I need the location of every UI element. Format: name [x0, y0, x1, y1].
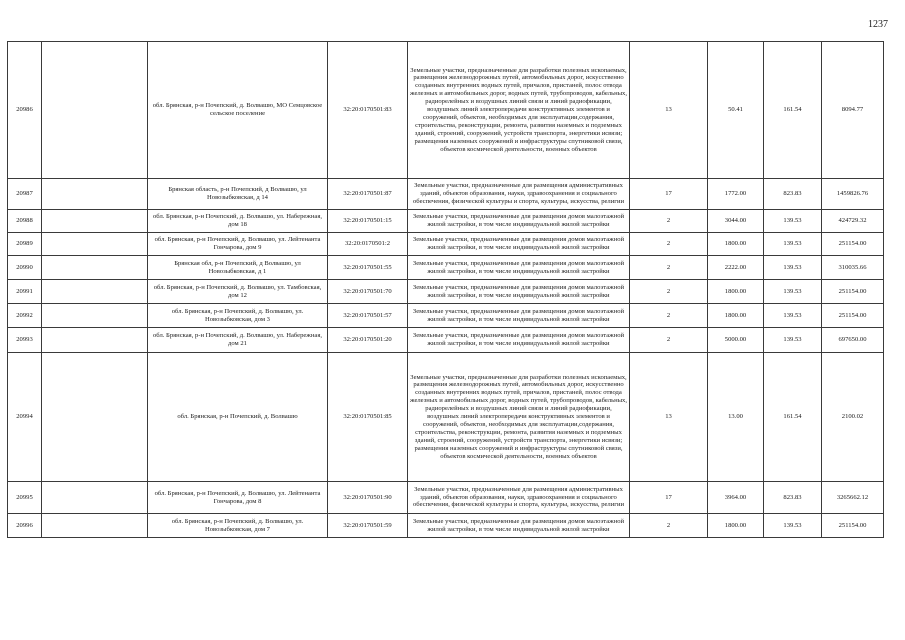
blank-cell — [42, 304, 148, 328]
specific-value-cell: 823.83 — [764, 179, 822, 210]
blank-cell — [42, 328, 148, 353]
cadastral-number-cell: 32:20:0170501:59 — [328, 514, 408, 538]
land-use-cell: Земельные участки, предназначенные для размещения домов малоэтажной жилой застройки, в том числе индивидуальной жилой застройки — [408, 233, 630, 256]
cadastral-value-cell: 3265662.12 — [822, 482, 884, 514]
area-cell: 3964.00 — [708, 482, 764, 514]
cadastral-number-cell: 32:20:0170501:20 — [328, 328, 408, 353]
land-use-cell: Земельные участки, предназначенные для размещения домов малоэтажной жилой застройки, в том числе индивидуальной жилой застройки — [408, 210, 630, 233]
specific-value-cell: 139.53 — [764, 233, 822, 256]
blank-cell — [42, 42, 148, 179]
cadastral-number-cell: 32:20:0170501:55 — [328, 256, 408, 280]
table-row — [8, 179, 884, 210]
cadastral-number-cell: 32:20:0170501:15 — [328, 210, 408, 233]
parcel-id-cell: 20993 — [8, 328, 42, 353]
use-group-cell: 2 — [630, 233, 708, 256]
land-use-cell: Земельные участки, предназначенные для разработки полезных ископаемых, размещения железнодорожных путей, автомобильных дорог, искусственно созданных внутренних водных путей, причалов, пристаней, полос отвода железных и автомобильных дорог, водных путей, трубопроводов, кабельных, радиорелейных и воздушных линий связи и линий радиофикации, воздушных линий электропередачи конструктивных элементов и сооружений, объектов, необходимых для эксплуатации,содержания, строительства, реконструкции, ремонта, развития наземных и подземных зданий, строений, сооружений, устройств транспорта, энергетики исвязи; размещения наземных сооружений и инфраструктуры спутниковой связи, объектов космической деятельности, военных объектов — [408, 353, 630, 482]
land-use-cell: Земельные участки, предназначенные для размещения домов малоэтажной жилой застройки, в том числе индивидуальной жилой застройки — [408, 304, 630, 328]
specific-value-cell: 139.53 — [764, 328, 822, 353]
blank-cell — [42, 179, 148, 210]
use-group-cell: 17 — [630, 179, 708, 210]
cadastral-number-cell: 32:20:0170501:2 — [328, 233, 408, 256]
specific-value-cell: 161.54 — [764, 353, 822, 482]
cadastral-value-cell: 251154.00 — [822, 233, 884, 256]
address-cell: Брянская область, р-н Почепский, д Волвашю, ул Новозыбковская, д 14 — [148, 179, 328, 210]
land-use-cell: Земельные участки, предназначенные для размещения административных зданий, объектов образования, науки, здравоохранения и социального обеспечения, физической культуры и спорта, культуры, искусства, религии — [408, 179, 630, 210]
cadastral-value-cell: 251154.00 — [822, 280, 884, 304]
blank-cell — [42, 233, 148, 256]
parcel-id-cell: 20990 — [8, 256, 42, 280]
blank-cell — [42, 482, 148, 514]
land-use-cell: Земельные участки, предназначенные для разработки полезных ископаемых, размещения железнодорожных путей, автомобильных дорог, искусственно созданных внутренних водных путей, причалов, пристаней, полос отвода железных и автомобильных дорог, водных путей, трубопроводов, кабельных, радиорелейных и воздушных линий связи и линий радиофикации, воздушных линий электропередачи конструктивных элементов и сооружений, объектов, необходимых для эксплуатации,содержания, строительства, реконструкции, ремонта, развития наземных и подземных зданий, строений, сооружений, устройств транспорта, энергетики исвязи; размещения наземных сооружений и инфраструктуры спутниковой связи, объектов космической деятельности, военных объектов — [408, 42, 630, 179]
registry-body — [8, 42, 884, 538]
cadastral-number-cell: 32:20:0170501:57 — [328, 304, 408, 328]
cadastral-value-cell: 8094.77 — [822, 42, 884, 179]
area-cell: 1772.00 — [708, 179, 764, 210]
area-cell: 5000.00 — [708, 328, 764, 353]
cadastral-value-cell: 310035.66 — [822, 256, 884, 280]
cadastral-number-cell: 32:20:0170501:87 — [328, 179, 408, 210]
address-cell: Брянская обл, р-н Почепский, д Волвашю, ул Новозыбковская, д 1 — [148, 256, 328, 280]
specific-value-cell: 139.53 — [764, 304, 822, 328]
land-use-cell: Земельные участки, предназначенные для размещения домов малоэтажной жилой застройки, в том числе индивидуальной жилой застройки — [408, 256, 630, 280]
specific-value-cell: 139.53 — [764, 280, 822, 304]
area-cell: 1800.00 — [708, 280, 764, 304]
use-group-cell: 13 — [630, 353, 708, 482]
area-cell: 3044.00 — [708, 210, 764, 233]
specific-value-cell: 139.53 — [764, 210, 822, 233]
address-cell: обл. Брянская, р-н Почепский, д. Волвашю, ул. Новозыбковская, дом 3 — [148, 304, 328, 328]
address-cell: обл. Брянская, р-н Почепский, д. Волвашю, МО Семцовское сельское поселение — [148, 42, 328, 179]
use-group-cell: 2 — [630, 514, 708, 538]
land-use-cell: Земельные участки, предназначенные для размещения административных зданий, объектов образования, науки, здравоохранения и социального обеспечения, физической культуры и спорта, культуры, искусства, религии — [408, 482, 630, 514]
specific-value-cell: 139.53 — [764, 514, 822, 538]
cadastral-number-cell: 32:20:0170501:70 — [328, 280, 408, 304]
parcel-id-cell: 20995 — [8, 482, 42, 514]
land-registry-table — [7, 41, 884, 538]
use-group-cell: 13 — [630, 42, 708, 179]
cadastral-value-cell: 697650.00 — [822, 328, 884, 353]
land-use-cell: Земельные участки, предназначенные для размещения домов малоэтажной жилой застройки, в том числе индивидуальной жилой застройки — [408, 514, 630, 538]
table-row — [8, 210, 884, 233]
use-group-cell: 2 — [630, 210, 708, 233]
use-group-cell: 17 — [630, 482, 708, 514]
address-cell: обл. Брянская, р-н Почепский, д. Волвашю, ул. Тамбовская, дом 12 — [148, 280, 328, 304]
parcel-id-cell: 20996 — [8, 514, 42, 538]
address-cell: обл. Брянская, р-н Почепский, д. Волвашю, ул. Набережная, дом 18 — [148, 210, 328, 233]
blank-cell — [42, 210, 148, 233]
table-row — [8, 42, 884, 179]
specific-value-cell: 139.53 — [764, 256, 822, 280]
area-cell: 13.00 — [708, 353, 764, 482]
parcel-id-cell: 20989 — [8, 233, 42, 256]
parcel-id-cell: 20986 — [8, 42, 42, 179]
cadastral-number-cell: 32:20:0170501:83 — [328, 42, 408, 179]
area-cell: 1800.00 — [708, 514, 764, 538]
area-cell: 50.41 — [708, 42, 764, 179]
specific-value-cell: 161.54 — [764, 42, 822, 179]
parcel-id-cell: 20991 — [8, 280, 42, 304]
table-row — [8, 482, 884, 514]
area-cell: 2222.00 — [708, 256, 764, 280]
address-cell: обл. Брянская, р-н Почепский, д. Волвашю, ул. Лейтенанта Гончарова, дом 8 — [148, 482, 328, 514]
cadastral-value-cell: 251154.00 — [822, 304, 884, 328]
use-group-cell: 2 — [630, 304, 708, 328]
table-row — [8, 280, 884, 304]
blank-cell — [42, 514, 148, 538]
area-cell: 1800.00 — [708, 233, 764, 256]
parcel-id-cell: 20987 — [8, 179, 42, 210]
parcel-id-cell: 20992 — [8, 304, 42, 328]
blank-cell — [42, 256, 148, 280]
land-use-cell: Земельные участки, предназначенные для размещения домов малоэтажной жилой застройки, в том числе индивидуальной жилой застройки — [408, 280, 630, 304]
address-cell: обл. Брянская, р-н Почепский, д. Волвашю, ул. Набережная, дом 21 — [148, 328, 328, 353]
page-number: 1237 — [868, 19, 888, 30]
address-cell: обл. Брянская, р-н Почепский, д. Волвашю, ул. Новозыбковская, дом 7 — [148, 514, 328, 538]
specific-value-cell: 823.83 — [764, 482, 822, 514]
address-cell: обл. Брянская, р-н Почепский, д. Волвашю — [148, 353, 328, 482]
land-use-cell: Земельные участки, предназначенные для размещения домов малоэтажной жилой застройки, в том числе индивидуальной жилой застройки — [408, 328, 630, 353]
cadastral-value-cell: 1459826.76 — [822, 179, 884, 210]
table-row — [8, 353, 884, 482]
area-cell: 1800.00 — [708, 304, 764, 328]
parcel-id-cell: 20994 — [8, 353, 42, 482]
table-row — [8, 233, 884, 256]
cadastral-value-cell: 2100.02 — [822, 353, 884, 482]
cadastral-value-cell: 424729.32 — [822, 210, 884, 233]
use-group-cell: 2 — [630, 280, 708, 304]
cadastral-number-cell: 32:20:0170501:90 — [328, 482, 408, 514]
use-group-cell: 2 — [630, 328, 708, 353]
blank-cell — [42, 353, 148, 482]
blank-cell — [42, 280, 148, 304]
cadastral-number-cell: 32:20:0170501:85 — [328, 353, 408, 482]
table-row — [8, 304, 884, 328]
use-group-cell: 2 — [630, 256, 708, 280]
table-row — [8, 328, 884, 353]
cadastral-value-cell: 251154.00 — [822, 514, 884, 538]
table-row — [8, 514, 884, 538]
address-cell: обл. Брянская, р-н Почепский, д. Волвашю, ул. Лейтенанта Гончарова, дом 9 — [148, 233, 328, 256]
table-row — [8, 256, 884, 280]
parcel-id-cell: 20988 — [8, 210, 42, 233]
